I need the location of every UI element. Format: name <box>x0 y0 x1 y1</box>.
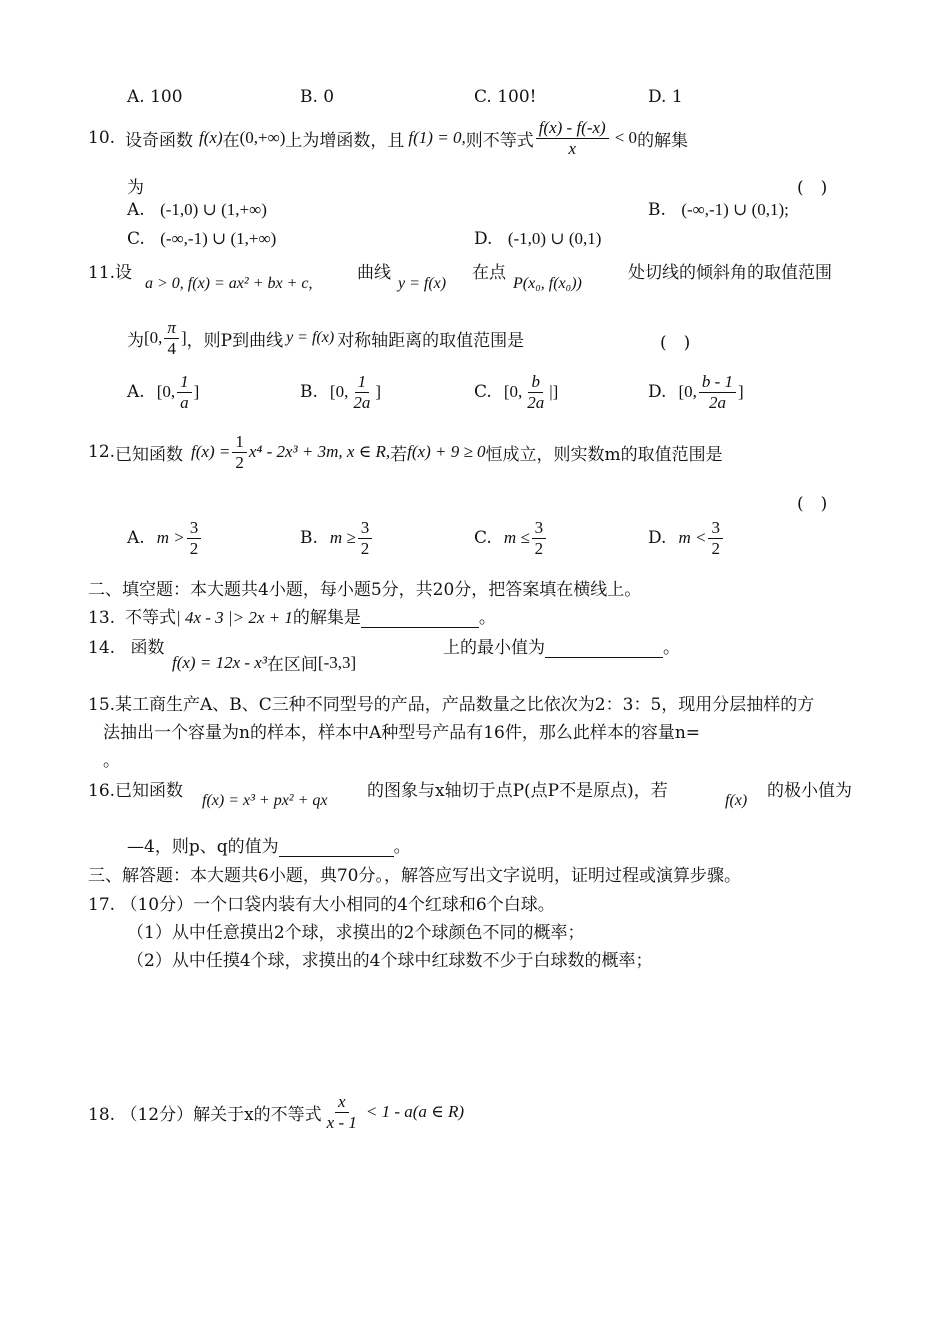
q14-interval: [-3,3] <box>317 652 357 672</box>
q9-option-a: A. 100 <box>127 87 183 107</box>
q11-line2-c: 对称轴距离的取值范围是 <box>337 330 525 351</box>
q16-end: 。 <box>393 837 411 857</box>
q11-option-c <box>474 372 558 412</box>
q18-frac-num: x <box>335 1092 349 1113</box>
q16-answer-blank[interactable] <box>279 838 394 857</box>
q10-ineq: < 0 <box>614 128 638 148</box>
q11-answer-paren: ( ) <box>660 333 691 353</box>
q10-number: 10. <box>88 128 116 149</box>
q10-cond: f(1) = 0, <box>408 128 466 148</box>
q10-option-d-math: (-1,0) ∪ (0,1) <box>507 229 602 248</box>
section3-heading: 三、解答题：本大题共6小题，典70分。，解答应写出文字说明，证明过程或演算步骤。 <box>88 866 741 886</box>
q11-cond: a > 0, f(x) = ax² + bx + c, <box>145 275 313 292</box>
q12-option-c <box>474 518 548 558</box>
q10-option-c <box>127 229 276 249</box>
q10-line2: 为 <box>127 178 144 198</box>
q12-option-b-num: 3 <box>358 518 373 539</box>
q11-option-c-label: C. <box>474 382 492 403</box>
q11-curve: y = f(x) <box>398 275 447 292</box>
q10-frac-num: f(x) - f(-x) <box>536 118 609 139</box>
q11-point: P(x₀, f(x₀)) <box>513 275 582 292</box>
q12-text-a: 已知函数 <box>115 444 184 465</box>
q11-range-den: 4 <box>167 338 176 358</box>
q10-fraction <box>536 118 609 158</box>
q11-option-d-label: D. <box>648 382 667 403</box>
q11-option-b-left: [0, <box>329 382 349 402</box>
q12-cond: f(x) + 9 ≥ 0 <box>407 442 486 462</box>
q10-option-a-math: (-1,0) ∪ (1,+∞) <box>160 200 267 219</box>
q12-stem <box>88 432 723 472</box>
q11-option-d-frac <box>699 372 736 412</box>
q13-end: 。 <box>478 608 496 628</box>
q11-option-a-frac <box>177 372 192 412</box>
q11-range-right: ] <box>180 328 187 348</box>
q12-option-c-frac <box>532 518 547 558</box>
q15-line1: 15.某工商生产A、B、C三种不同型号的产品，产品数量之比依次为2：3：5，现用分层抽样的方 <box>88 695 815 715</box>
q11-option-c-frac <box>524 372 547 412</box>
q12-text-b: 若 <box>390 444 408 465</box>
q14-end: 。 <box>663 638 680 658</box>
q12-option-d-num: 3 <box>708 518 723 539</box>
q10-option-a <box>127 200 267 220</box>
q11-number: 11. <box>88 263 116 283</box>
q14-function <box>172 650 356 675</box>
q12-frac <box>232 432 247 472</box>
q10-option-b-label: B. <box>648 200 666 220</box>
q11-option-c-num: b <box>528 372 543 393</box>
q9-option-b: B. 0 <box>300 87 335 107</box>
q11-option-a-den: a <box>180 392 189 412</box>
q11-option-d-den: 2a <box>708 392 726 412</box>
q12-option-b-den: 2 <box>360 538 370 558</box>
q18-frac <box>324 1092 360 1132</box>
q12-option-a <box>127 518 203 558</box>
q11-text-a: 设 <box>115 263 133 283</box>
q11-option-c-left: [0, <box>503 382 523 402</box>
q12-option-a-label: A. <box>127 528 145 549</box>
q11-option-b-frac <box>350 372 373 412</box>
q10-fx: f(x) <box>199 128 223 148</box>
q10-option-d-label: D. <box>474 229 493 249</box>
q11-option-b-num: 1 <box>355 372 370 393</box>
q10-text-a: 设奇函数 <box>125 130 194 151</box>
q12-option-b-frac <box>358 518 373 558</box>
q12-option-c-rel: m ≤ <box>503 528 530 548</box>
q14-lead <box>88 633 164 658</box>
q11-number-and-lead <box>88 258 132 283</box>
q14-text-b: 在区间 <box>266 655 318 675</box>
q17-line3: （2）从中任摸4个球，求摸出的4个球中红球数不少于白球数的概率； <box>127 951 653 971</box>
q10-option-a-label: A. <box>127 200 145 220</box>
q11-option-b <box>300 372 381 412</box>
q16-number: 16. <box>88 781 116 801</box>
q11-text-c: 在点 <box>472 263 506 283</box>
q17-line1: 17. （10分）一个口袋内装有大小相同的4个红球和6个白球。 <box>88 895 555 915</box>
q12-option-d-den: 2 <box>711 538 720 558</box>
q12-option-c-num: 3 <box>532 518 547 539</box>
q10-option-d <box>474 229 601 249</box>
q12-option-d-label: D. <box>648 528 667 549</box>
q12-expr: x⁴ - 2x³ + 3m, x ∈ R, <box>248 442 391 462</box>
q12-text-c: 恒成立，则实数m的取值范围是 <box>485 444 723 465</box>
q13-line <box>88 603 496 628</box>
q12-option-a-num: 3 <box>187 518 202 539</box>
q13-answer-blank[interactable] <box>361 609 479 628</box>
q11-option-d-num: b - 1 <box>699 372 736 393</box>
q14-tail <box>443 633 680 658</box>
q10-text-e: 的解集 <box>637 130 689 151</box>
q13-number: 13. <box>88 608 116 628</box>
q11-line2-a: 为 <box>127 330 144 351</box>
q14-answer-blank[interactable] <box>545 639 663 658</box>
q10-option-b <box>648 200 789 220</box>
q11-line2 <box>127 318 524 358</box>
q9-option-c: C. 100! <box>474 87 537 107</box>
q16-fx: f(x) = x³ + px² + qx <box>202 792 328 809</box>
q17-line2: （1）从中任意摸出2个球，求摸出的2个球颜色不同的概率； <box>127 923 585 943</box>
q16-text-c: 的极小值为 <box>767 781 852 801</box>
q14-number: 14. <box>88 638 116 658</box>
q11-option-d-left: [0, <box>678 382 697 402</box>
q14-text-a: 函数 <box>130 638 165 658</box>
q10-interval: (0,+∞) <box>239 128 286 148</box>
q18-line <box>88 1092 464 1132</box>
q11-option-a-left: [0, <box>156 382 176 402</box>
q12-number: 12. <box>88 442 116 463</box>
q16-lead <box>88 776 183 801</box>
section2-heading: 二、填空题：本大题共4小题，每小题5分，共20分，把答案填在横线上。 <box>88 580 642 600</box>
q16-fx2: f(x) <box>725 792 748 809</box>
q11-option-b-label: B. <box>300 382 318 403</box>
q11-option-a-num: 1 <box>177 372 192 393</box>
q10-option-c-label: C. <box>127 229 145 249</box>
q13-ineq: | 4x - 3 |> 2x + 1 <box>176 608 293 627</box>
q18-expr: < 1 - a(a ∈ R) <box>365 1102 465 1122</box>
q11-option-a-right: ] <box>193 382 200 402</box>
q11-line2-b: ，则P到曲线 <box>186 330 284 351</box>
q16-line2 <box>127 832 411 857</box>
q15-line3: 。 <box>103 751 120 771</box>
q9-option-d: D. 1 <box>648 87 683 107</box>
q12-option-b-label: B. <box>300 528 318 549</box>
q14-text-c: 上的最小值为 <box>443 638 545 658</box>
q10-option-c-math: (-∞,-1) ∪ (1,+∞) <box>160 229 277 248</box>
q11-option-a <box>127 372 199 412</box>
q12-option-c-den: 2 <box>534 538 544 558</box>
q12-option-b-rel: m ≥ <box>329 528 356 548</box>
q11-text-b: 曲线 <box>357 263 391 283</box>
q18-frac-den: x - 1 <box>326 1112 357 1132</box>
q11-option-c-right: |] <box>549 382 559 402</box>
q11-option-c-den: 2a <box>527 392 545 412</box>
q16-text-a: 已知函数 <box>115 781 184 801</box>
q13-text-b: 的解集是 <box>292 608 361 628</box>
q11-range-frac <box>164 318 179 358</box>
q12-option-d <box>648 518 725 558</box>
q11-option-d-right: ] <box>738 382 744 402</box>
q11-option-b-right: ] <box>375 382 381 402</box>
q16-line2-a: —4，则p、q的值为 <box>127 837 279 857</box>
q10-text-b: 在 <box>222 130 240 151</box>
q11-range-num: π <box>164 318 179 339</box>
q10-text-d: 则不等式 <box>465 130 534 151</box>
q12-option-a-rel: m > <box>156 528 185 548</box>
q12-option-d-frac <box>708 518 723 558</box>
q10-option-b-math: (-∞,-1) ∪ (0,1); <box>681 200 789 219</box>
q11-text-d: 处切线的倾斜角的取值范围 <box>628 263 832 283</box>
q12-option-a-frac <box>187 518 202 558</box>
q12-frac-num: 1 <box>232 432 247 453</box>
q16-text-b: 的图象与x轴切于点P(点P不是原点)，若 <box>367 781 668 801</box>
q11-option-b-den: 2a <box>353 392 371 412</box>
q10-frac-den: x <box>568 138 576 158</box>
q12-option-a-den: 2 <box>189 538 199 558</box>
q10-text-c: 上为增函数，且 <box>285 130 405 151</box>
q11-option-a-label: A. <box>127 382 145 403</box>
q11-option-d <box>648 372 744 412</box>
q18-text-a: 18. （12分）解关于x的不等式 <box>88 1104 322 1125</box>
q12-option-b <box>300 518 374 558</box>
q12-frac-den: 2 <box>235 452 244 472</box>
q11-curve2: y = f(x) <box>286 329 335 347</box>
q10-stem <box>88 118 688 158</box>
q12-answer-paren: ( ) <box>797 494 828 514</box>
q12-fx: f(x) = <box>191 442 231 462</box>
q12-option-d-rel: m < <box>678 528 707 548</box>
q15-line2: 法抽出一个容量为n的样本，样本中A种型号产品有16件，那么此样本的容量n= <box>103 723 701 743</box>
q14-fx: f(x) = 12x - x³ <box>172 652 267 672</box>
q13-text-a: 不等式 <box>125 608 177 628</box>
q11-range-left: [0, <box>144 328 163 348</box>
q10-answer-paren: ( ) <box>797 178 828 198</box>
q12-option-c-label: C. <box>474 528 492 549</box>
